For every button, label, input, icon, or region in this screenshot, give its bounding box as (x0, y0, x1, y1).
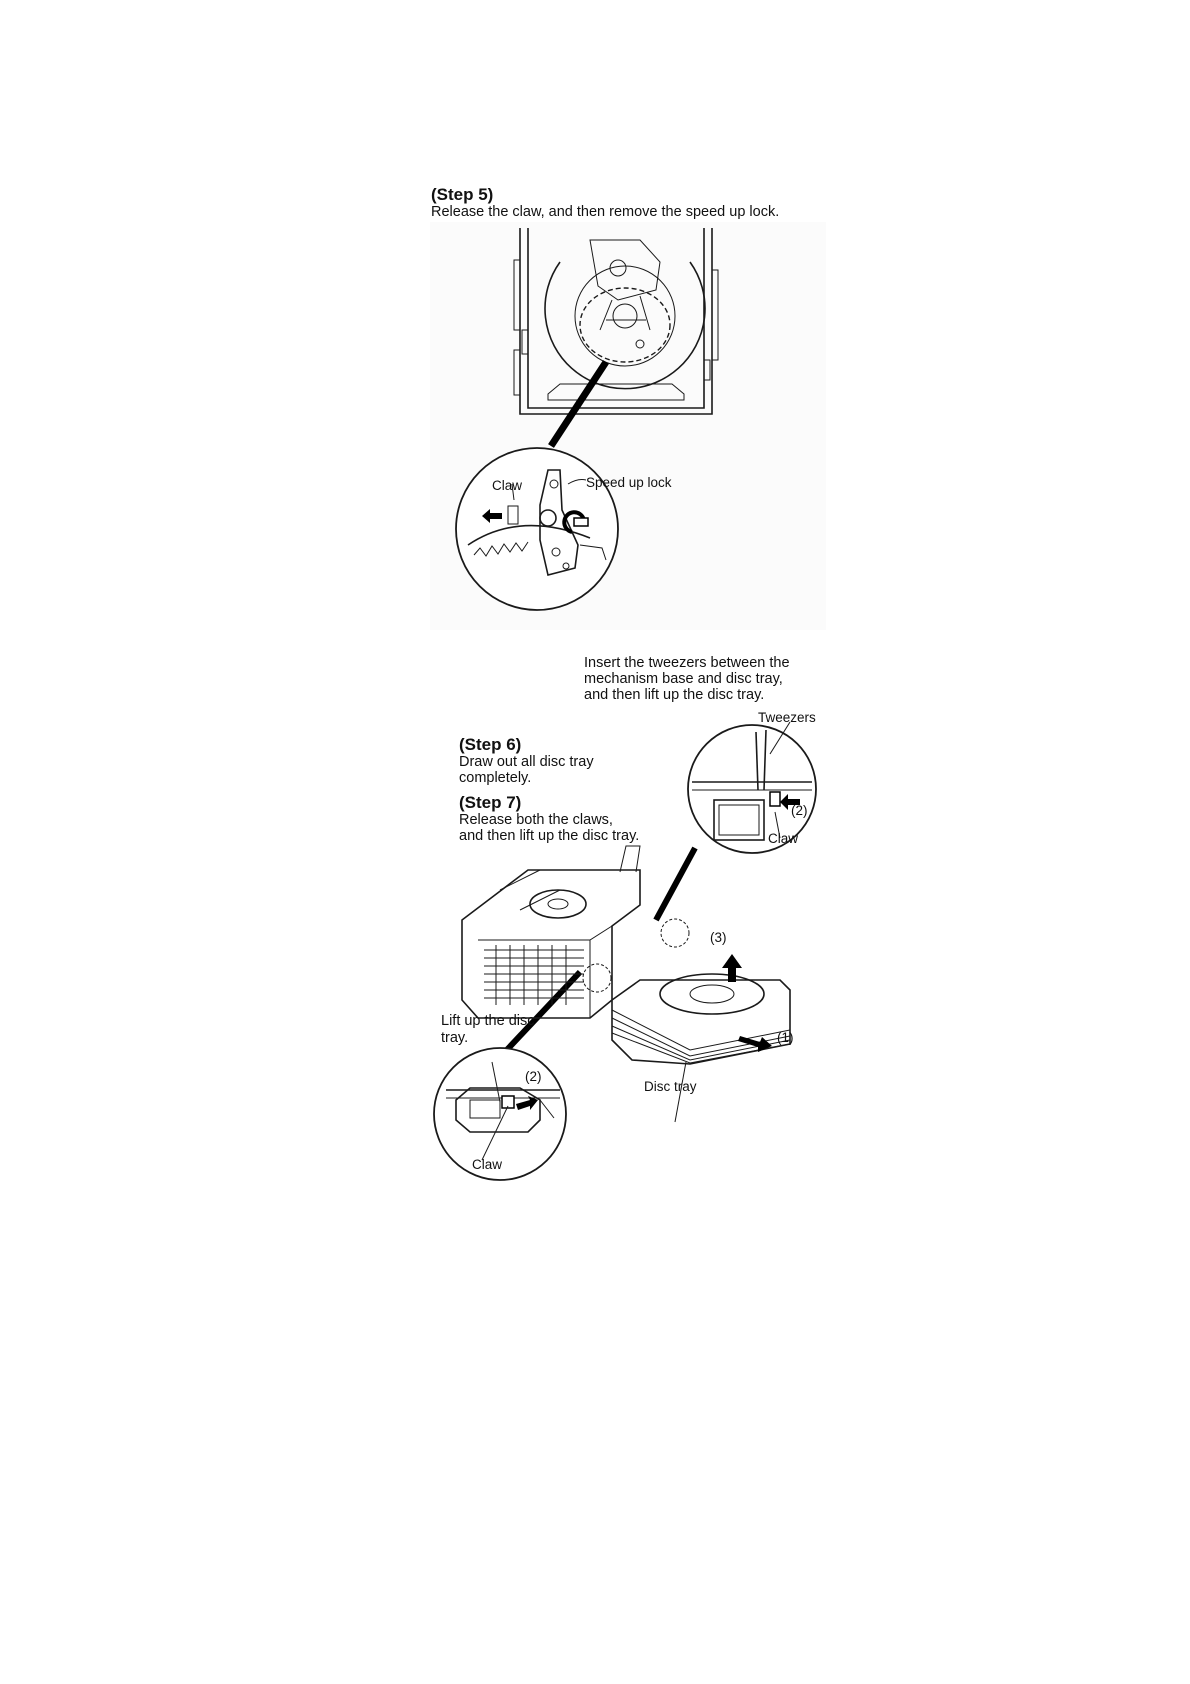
step7-title: (Step 7) (459, 793, 522, 812)
tweezers-note-line2: mechanism base and disc tray, (584, 671, 783, 687)
step-number-2-lower: (2) (525, 1069, 542, 1084)
step7-description-line1: Release both the claws, (459, 812, 613, 828)
claw-label: Claw (492, 478, 523, 493)
disc-tray-label: Disc tray (644, 1079, 697, 1094)
speed-up-lock-label: Speed up lock (586, 475, 672, 490)
step6-description-line2: completely. (459, 770, 532, 786)
claw-label-lower: Claw (472, 1157, 503, 1172)
lift-up-label-line2: tray. (441, 1030, 469, 1046)
step6-description-line1: Draw out all disc tray (459, 754, 594, 770)
leader-upper (656, 848, 695, 920)
step6-title: (Step 6) (459, 735, 522, 754)
step7-description-line2: and then lift up the disc tray. (459, 828, 640, 844)
lift-up-label-line1: Lift up the disc (441, 1013, 535, 1029)
step5-description: Release the claw, and then remove the speed up lock. (431, 204, 780, 220)
step-number-2-upper: (2) (791, 803, 808, 818)
grille (484, 945, 584, 1005)
tweezers-note-line3: and then lift up the disc tray. (584, 687, 765, 703)
tweezers-label: Tweezers (758, 710, 816, 725)
claw-detail-circle (456, 448, 618, 610)
step5-title: (Step 5) (431, 185, 494, 204)
lift-arrow-icon (722, 954, 742, 982)
step-number-1: (1) (777, 1030, 794, 1045)
claw-label-upper: Claw (768, 831, 799, 846)
step-number-3: (3) (710, 930, 727, 945)
tweezers-note-line1: Insert the tweezers between the (584, 655, 790, 671)
